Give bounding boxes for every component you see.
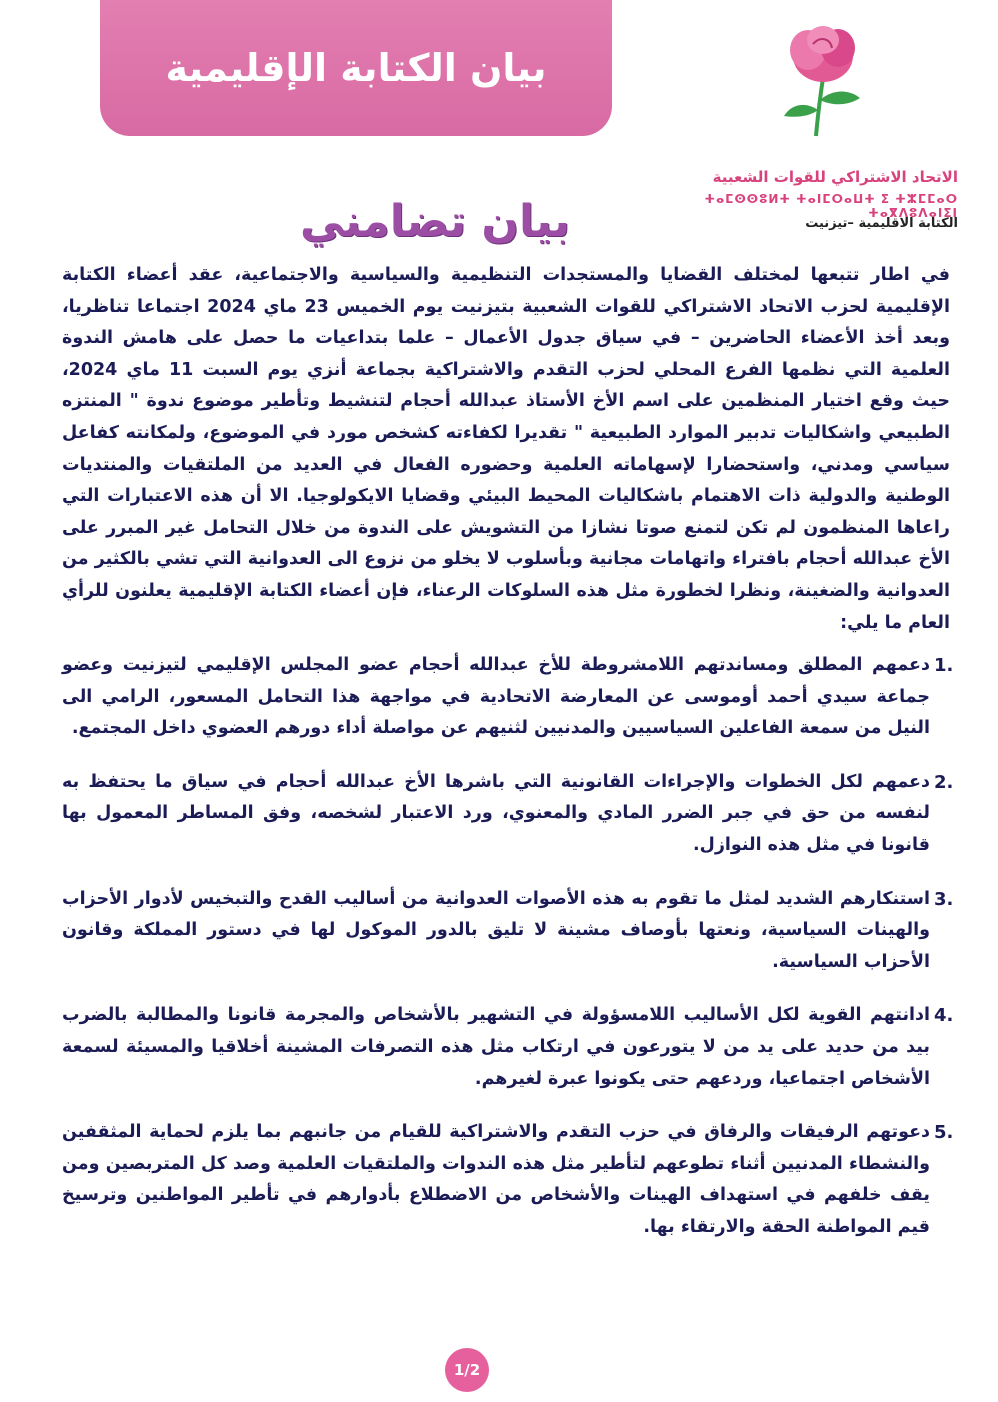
list-item: [62, 1117, 954, 1243]
banner-title: بيان الكتابة الإقليمية: [165, 46, 547, 90]
list-item: [62, 767, 954, 862]
rose-icon: [768, 18, 878, 138]
intro-paragraph: في اطار تتبعها لمختلف القضايا والمستجدات التنظيمية والسياسية والاجتماعية، عقد أعضاء الكتابة الإقليمية لحزب الاتحاد الاشتراكي للقوات الشعبية بتيزنيت يوم الخميس 23 ماي 2024 اجتماعا تناظريا، وبعد أخذ الأعضاء الحاضرين – في سياق جدول الأعمال – علما بتداعيات ما حصل على هامش الندوة العلمية التي نظمها الفرع المحلي لحزب التقدم والاشتراكية بجماعة أنزي يوم السبت 11 ماي 2024، حيث وقع اختيار المنظمين على اسم الأخ الأستاذ عبدالله أحجام لتنشيط وتأطير موضوع ندوة " المنتزه الطبيعي واشكاليات تدبير الموارد الطبيعية " تقديرا لكفاءته كشخص مورد في الموضوع، ولمكانته كفاعل سياسي ومدني، واستحضارا لإسهاماته العلمية وحضوره الفعال في العديد من الملتقيات والمنتديات الوطنية والدولية ذات الاهتمام باشكاليات المحيط البيئي وقضايا الايكولوجيا. الا أن هذه الاعتبارات التي راعاها المنظمون لم تكن لتمنع صوتا نشازا من التشويش على الندوة من خلال التحامل غير المبرر على الأخ عبدالله أحجام بافتراء واتهامات مجانية وبأسلوب لا يخلو من نزوع الى العدوانية التي تشي بالكثير من العدوانية والضغينة، ونظرا لخطورة مثل هذه السلوكات الرعناء، فإن أعضاء الكتابة الإقليمية يعلنون للرأي العام ما يلي:: [62, 265, 950, 633]
item-text: دعوتهم الرفيقات والرفاق في حزب التقدم والاشتراكية للقيام من جانبهم بما يلزم لحماية المثقفين والنشطاء المدنيين أثناء تطوعهم لتأطير مثل هذه الندوات والملتقيات العلمية وصد كل المتربصين ومن يقف خلفهم في استهداف الهينات والأشخاص من الاضطلاع بأدوارهم في تأطير المواطنين وترسيخ قيم المواطنة الحقة والارتقاء بها.: [62, 1122, 930, 1237]
item-number: 4.: [934, 1005, 954, 1027]
party-section: الكتابة الاقليمية –تيزنيت: [805, 216, 958, 231]
party-name-tifinagh: ⵜⴰⵎⵙⵙⵓⵍⵜ ⵜⴰⵏⵎⵔⴰⵡⵜ ⵉ ⵜⵣⵎⵎⴰⵔ ⵜⴰⴳⴷⵓⴷⴰⵏⵉⵏ: [704, 192, 958, 220]
item-number: 1.: [934, 655, 954, 676]
item-number: 5.: [934, 1122, 954, 1144]
list-item: [62, 884, 954, 979]
item-text: دعمهم لكل الخطوات والإجراءات القانونية التي باشرها الأخ عبدالله أحجام في سياق ما يحتفظ به لنفسه من حق في جبر الضرر المادي والمعنوي، ورد الاعتبار لشخصه، وفق المساطر المعمول بها قانونا في مثل هذه النوازل.: [62, 771, 930, 855]
item-text: استنكارهم الشديد لمثل ما تقوم به هذه الأصوات العدوانية من أساليب القدح والتبخيس لأدوار الأحزاب والهينات السياسية، ونعتها بأوصاف مشينة لا تليق بالدور الموكول لها في دستور المملكة وقانون الأحزاب السياسية.: [62, 888, 930, 972]
item-text: دعمهم المطلق ومساندتهم اللامشروطة للأخ عبدالله أحجام عضو المجلس الإقليمي لتيزنيت وعضو جماعة سيدي أحمد أوموسى عن المعارضة الاتحادية في مواجهة هذا التحامل المسعور، الرامي الى النيل من سمعة الفاعلين السياسيين والمدنيين لثنيهم عن مواصلة أداء دورهم العضوي داخل المجتمع.: [62, 655, 930, 739]
party-logo: [648, 18, 978, 238]
list-item: [62, 1000, 954, 1095]
item-number: 2.: [934, 771, 954, 793]
header-banner: [100, 0, 612, 136]
page-number-badge: 1/2: [445, 1348, 489, 1392]
list-item: [62, 650, 954, 745]
declarations-list: [62, 650, 954, 1266]
document-title: بيان تضامني: [300, 196, 570, 247]
item-text: ادانتهم القوية لكل الأساليب اللامسؤولة في التشهير بالأشخاص والمجرمة قانونا والمطالبة بالضرب بيد من حديد على يد من لا يتورعون في ارتكاب مثل هذه التصرفات المشينة أخلاقيا والمسيئة لسمعة الأشخاص اجتماعيا، وردعهم حتى يكونوا عبرة لغيرهم.: [62, 1005, 930, 1089]
item-number: 3.: [934, 888, 954, 910]
party-name-arabic: الاتحاد الاشتراكي للقوات الشعبية: [712, 168, 958, 186]
